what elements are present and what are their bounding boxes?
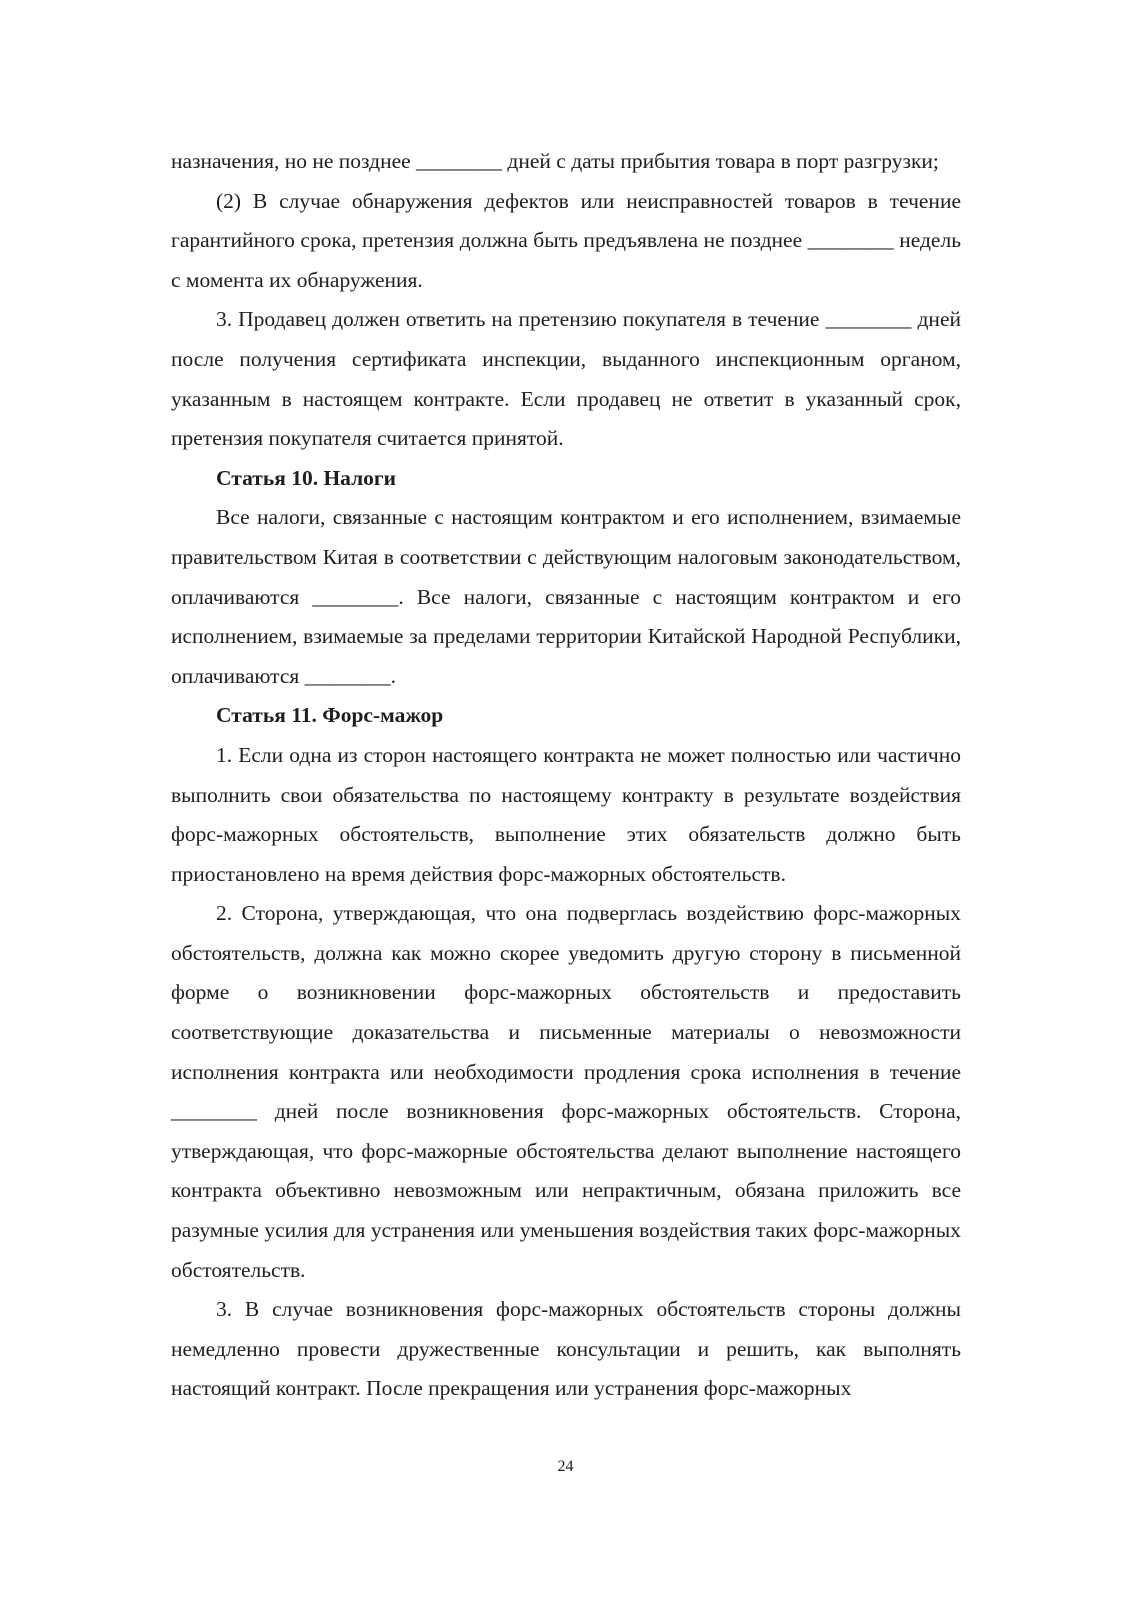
paragraph-force-majeure-2: 2. Сторона, утверждающая, что она подверглась воздействию форс-мажорных обстоятельств, должна как можно скорее уведомить другую сторону в письменной форме о возникновении форс-мажорных обстоятельств и предоставить соответствующие доказательства и письменные материалы о невозможности исполнения контракта или необходимости продления срока исполнения в течение ________ дней после возникновения форс-мажорных обстоятельств. Сторона, утверждающая, что форс-мажорные обстоятельства делают выполнение настоящего контракта объективно невозможным или непрактичным, обязана приложить все разумные усилия для устранения или уменьшения воздействия таких форс-мажорных обстоятельств. xyxy=(171,901,961,1282)
heading-article-11: Статья 11. Форс-мажор xyxy=(216,703,444,728)
heading-article-10: Статья 10. Налоги xyxy=(216,465,397,490)
paragraph-taxes: Все налоги, связанные с настоящим контрактом и его исполнением, взимаемые правительством Китая в соответствии с действующим налоговым законодательством, оплачиваются ________. Все налоги, связанные с настоящим контрактом и его исполнением, взимаемые за пределами территории Китайской Народной Республики, оплачиваются ________. xyxy=(171,505,961,688)
document-body xyxy=(171,142,961,1409)
paragraph-force-majeure-3: 3. В случае возникновения форс-мажорных обстоятельств стороны должны немедленно провести дружественные консультации и решить, как выполнять настоящий контракт. После прекращения или устранения форс-мажорных xyxy=(171,1297,961,1401)
paragraph-seller-response: 3. Продавец должен ответить на претензию покупателя в течение ________ дней после получения сертификата инспекции, выданного инспекционным органом, указанным в настоящем контракте. Если продавец не ответит в указанный срок, претензия покупателя считается принятой. xyxy=(171,307,961,451)
paragraph-defects-claim: (2) В случае обнаружения дефектов или неисправностей товаров в течение гарантийного срока, претензия должна быть предъявлена не позднее ________ недель с момента их обнаружения. xyxy=(171,188,961,292)
page-number: 24 xyxy=(557,1458,574,1475)
paragraph-claim-deadline-continuation: назначения, но не позднее ________ дней с даты прибытия товара в порт разгрузки; xyxy=(171,149,939,173)
paragraph-force-majeure-1: 1. Если одна из сторон настоящего контракта не может полностью или частично выполнить свои обязательства по настоящему контракту в результате воздействия форс-мажорных обстоятельств, выполнение этих обязательств должно быть приостановлено на время действия форс-мажорных обстоятельств. xyxy=(171,742,961,886)
